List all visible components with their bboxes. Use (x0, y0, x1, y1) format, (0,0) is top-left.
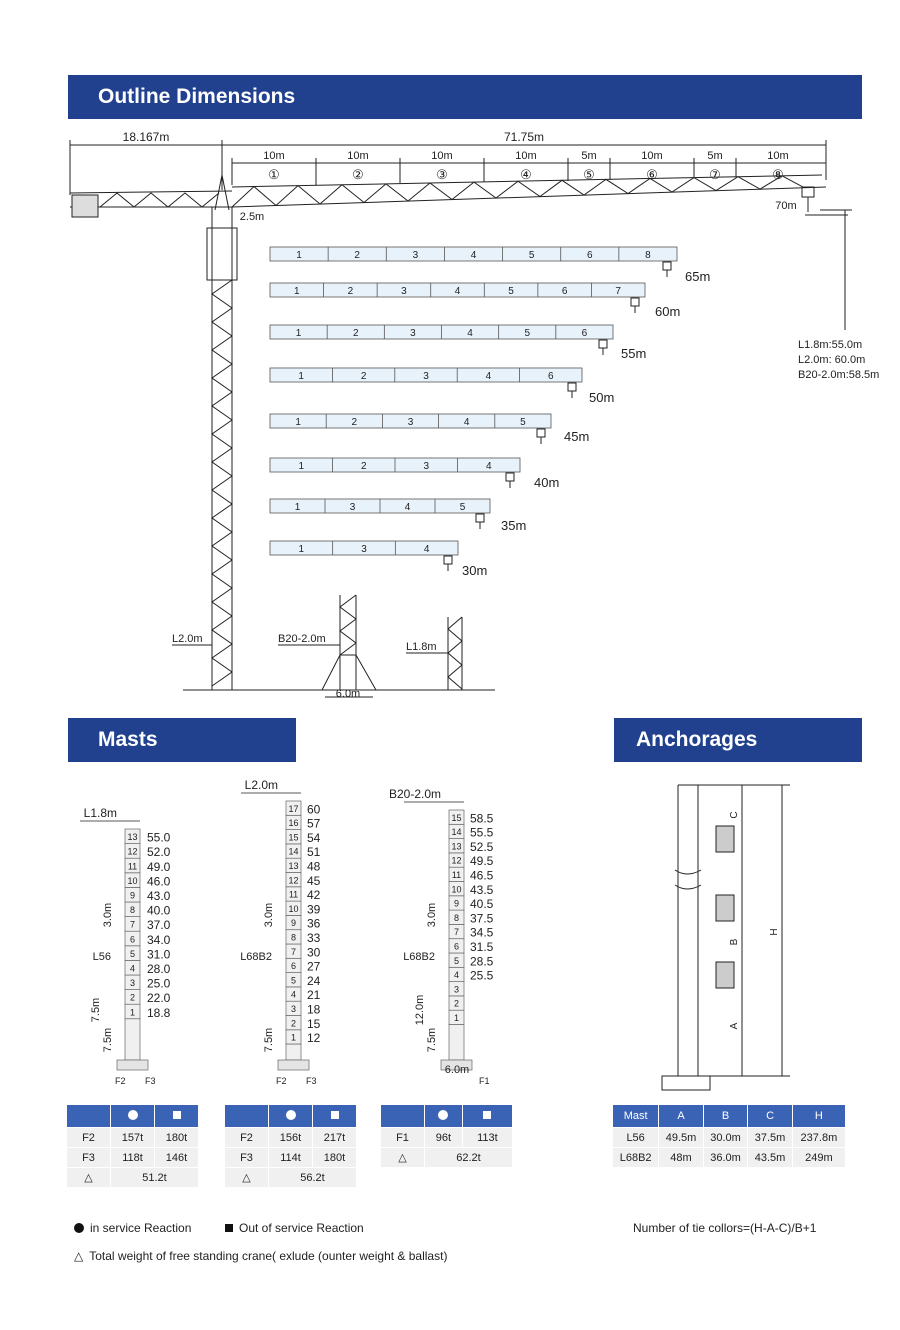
mast-height-value: 40.5 (470, 897, 494, 912)
jib-config-40m (270, 458, 559, 490)
mast-height-value: 12 (307, 1031, 321, 1046)
mast-mid-label: L68B2 (403, 951, 435, 963)
mast-section-number: 4 (453, 970, 460, 981)
jib-section-number: 4 (470, 250, 477, 261)
jib-section-number: 6 (548, 371, 554, 382)
jib-segment-mark: ⑤ (583, 167, 595, 182)
jib-section-number: 4 (485, 461, 492, 472)
mast-height-value: 33 (307, 931, 321, 945)
cell: 249m (792, 1148, 845, 1168)
mast-section-number: 5 (453, 955, 460, 966)
jib-section-number: 5 (520, 417, 526, 428)
height-label-3: B20-2.0m:58.5m (798, 369, 880, 381)
mast-section-number: 15 (288, 832, 299, 843)
in-service-value: 118t (111, 1148, 155, 1168)
jib-section-number: 3 (361, 544, 367, 555)
jib-length-label: 45m (564, 429, 590, 444)
tie-formula (633, 1221, 816, 1235)
jib-section-number: 4 (423, 544, 430, 555)
jib-section-number: 4 (463, 417, 470, 428)
mast-section-number: 9 (290, 918, 297, 929)
jib-section-number: 4 (404, 502, 411, 513)
jib-config-35m (270, 499, 526, 533)
mast-height-value: 15 (307, 1016, 321, 1031)
jib-section-number: 1 (298, 371, 304, 382)
jib-segment-length: 10m (767, 150, 789, 162)
jib-total-length: 71.75m (503, 130, 545, 144)
mast-section-number: 4 (129, 963, 136, 974)
in-service-dot-icon (74, 1223, 84, 1233)
total-weight-value: 51.2t (111, 1168, 199, 1188)
anchor-label-a: A (729, 1022, 740, 1030)
mast-height-value: 58.5 (470, 811, 494, 826)
jib-segment-length: 10m (431, 150, 453, 162)
legend-total-weight (74, 1249, 447, 1263)
weight-icon: △ (67, 1168, 111, 1188)
mast-section-number: 15 (451, 812, 462, 823)
out-service-value: 146t (155, 1148, 199, 1168)
jib-section-number: 2 (360, 371, 367, 382)
jib-section-number: 1 (294, 502, 301, 513)
mast-section-dim: 3.0m (263, 902, 275, 928)
col-a: A (659, 1105, 704, 1128)
mast-mid-label: L68B2 (240, 951, 272, 963)
mast-height-value: 18.8 (147, 1005, 171, 1020)
jib-segment-length: 10m (515, 150, 537, 162)
mast-height-value: 43.5 (470, 882, 494, 897)
mast-base-width: 6.0m (444, 1064, 470, 1076)
mast-section-number: 7 (290, 946, 297, 957)
anchor-label-c: C (729, 811, 740, 819)
anchor-label-b: B (729, 938, 740, 946)
jib-config-45m (270, 414, 589, 444)
jib-section-number: 2 (351, 417, 358, 428)
mast-section-number: 8 (129, 905, 136, 916)
jib-config-60m (270, 283, 680, 319)
mast-section-number: 6 (290, 961, 297, 972)
jib-section-number: 1 (294, 286, 300, 297)
mast-height-value: 49.0 (147, 859, 171, 874)
jib-section-number: 1 (296, 250, 302, 261)
jib-section-number: 5 (528, 250, 535, 261)
jib-section-number: 3 (401, 286, 407, 297)
mast-height-value: 31.5 (470, 940, 494, 954)
reaction-table-3 (380, 1104, 513, 1168)
mast-height-value: 52.5 (470, 839, 494, 854)
mast-height-value: 21 (307, 988, 321, 1003)
cell: 36.0m (703, 1148, 748, 1168)
mast-height-value: 39 (307, 902, 321, 917)
mast-height-value: 49.5 (470, 854, 494, 869)
outline-title: Outline Dimensions (98, 85, 296, 108)
mast-height-value: 18 (307, 1002, 321, 1017)
jib-segment-length: 5m (707, 150, 723, 162)
mast-section-number: 8 (453, 912, 460, 923)
out-service-value: 180t (155, 1128, 199, 1148)
mast-section-number: 5 (290, 975, 297, 986)
jib-section-number: 5 (508, 286, 514, 297)
small-dim-label: 2.5m (239, 211, 265, 223)
jib-segment-mark: ③ (436, 167, 448, 182)
row-label: F3 (225, 1148, 269, 1168)
jib-section-number: 1 (298, 544, 305, 555)
mast-height-value: 28.5 (470, 954, 494, 969)
mast-height-value: 46.0 (147, 874, 171, 889)
out-service-square-icon (225, 1224, 233, 1232)
mast-force-label: F1 (479, 1076, 490, 1086)
jib-section-number: 3 (423, 371, 429, 382)
in-service-value: 156t (269, 1128, 313, 1148)
mast-section-number: 6 (453, 941, 460, 952)
jib-length-label: 40m (534, 475, 560, 490)
mast-3 (389, 787, 494, 1086)
mast-section-number: 12 (451, 855, 462, 866)
jib-section-number: 6 (561, 286, 568, 297)
mast-bottom-dim: 12.0m (414, 994, 426, 1026)
reaction-table-2 (224, 1104, 357, 1188)
mast-height-value: 52.0 (147, 845, 171, 860)
jib-segment-mark: ⑧ (772, 167, 784, 182)
anchor-label-h: H (769, 928, 780, 936)
jib-section-number: 1 (295, 328, 302, 339)
jib-config-50m (270, 368, 614, 405)
weight-icon: △ (74, 1249, 84, 1263)
row-label: F1 (381, 1128, 425, 1148)
jib-section-number: 2 (360, 461, 367, 472)
legend-in-service-text: in service Reaction (90, 1221, 192, 1235)
mast-height-value: 34.5 (470, 925, 494, 940)
mast-section-number: 11 (288, 889, 299, 900)
total-weight-value: 62.2t (425, 1148, 513, 1168)
mast-top-label: B20-2.0m (388, 787, 441, 801)
mast-top-label: L2.0m (244, 778, 278, 792)
jib-segment-mark: ① (268, 167, 280, 182)
base-label-b20: B20-2.0m (278, 633, 326, 645)
cell: 37.5m (748, 1128, 793, 1148)
jib-section-number: 6 (581, 328, 588, 339)
total-weight-value: 56.2t (269, 1168, 357, 1188)
jib-segment-mark: ② (352, 167, 364, 182)
mast-section-number: 3 (129, 978, 136, 989)
jib-section-number: 6 (587, 250, 593, 261)
legend-total-weight-text: Total weight of free standing crane( exlude (ounter weight & ballast) (89, 1249, 448, 1263)
anchorage-table (612, 1104, 846, 1168)
mast-section-number: 13 (288, 861, 299, 871)
jib-section-number: 5 (524, 328, 531, 339)
mast-height-value: 34.0 (147, 932, 171, 947)
height-label-2: L2.0m: 60.0m (798, 354, 866, 366)
mast-height-value: 37.5 (470, 911, 494, 926)
jib-section-number: 1 (295, 417, 301, 428)
mast-bottom-dim: 7.5m (90, 997, 102, 1023)
mast-height-value: 31.0 (147, 947, 171, 962)
mast-section-number: 3 (290, 1004, 297, 1014)
jib-section-number: 1 (298, 461, 305, 472)
jib-section-number: 3 (412, 250, 419, 261)
mast-section-number: 11 (451, 870, 462, 880)
mast-height-value: 57 (307, 816, 321, 831)
cell: L68B2 (613, 1148, 659, 1168)
col-b: B (703, 1105, 748, 1128)
jib-section-number: 2 (354, 250, 360, 261)
row-label: F2 (225, 1128, 269, 1148)
mast-section-number: 12 (288, 875, 299, 886)
mast-section-number: 2 (290, 1018, 297, 1029)
jib-length-label: 30m (462, 563, 488, 578)
mast-section-number: 3 (453, 984, 460, 995)
jib-segment-length: 10m (641, 150, 663, 162)
tie-formula-text: Number of tie collors=(H-A-C)/B+1 (633, 1221, 817, 1235)
cell: L56 (613, 1128, 659, 1148)
mast-height-value: 60 (307, 802, 321, 817)
anchorages-title: Anchorages (636, 728, 758, 751)
mast-section-number: 10 (127, 875, 138, 886)
col-h: H (792, 1105, 845, 1128)
mast-section-number: 13 (451, 841, 462, 852)
mast-section-number: 2 (453, 998, 460, 1009)
jib-config-55m (270, 325, 646, 361)
jib-segment-length: 10m (263, 150, 285, 162)
mast-bottom-dim: 7.5m (263, 1027, 275, 1053)
mast-section-number: 14 (451, 827, 462, 838)
row-label: F3 (67, 1148, 111, 1168)
col-mast: Mast (613, 1105, 659, 1128)
mast-1 (80, 806, 171, 1086)
anchorage-diagram (662, 785, 790, 1090)
jib-section-number: 8 (645, 250, 651, 261)
mast-height-value: 42 (307, 888, 321, 903)
mast-height-value: 24 (307, 973, 321, 988)
mast-section-number: 14 (288, 846, 299, 857)
jib-section-number: 5 (459, 502, 466, 513)
mast-section-number: 1 (129, 1007, 136, 1018)
mast-section-number: 6 (129, 934, 136, 945)
mast-height-value: 51 (307, 845, 321, 860)
jib-section-number: 2 (347, 286, 354, 297)
mast-height-value: 28.0 (147, 962, 171, 976)
mast-section-number: 1 (290, 1032, 297, 1043)
mast-force-label: F3 (145, 1076, 156, 1086)
mast-bottom-dim: 7.5m (102, 1027, 114, 1053)
jib-segment-mark: ⑥ (646, 167, 658, 182)
mast-section-number: 9 (453, 898, 460, 909)
mast-section-number: 7 (453, 927, 460, 938)
mast-height-value: 27 (307, 959, 321, 974)
jib-length-label: 50m (589, 390, 615, 405)
jib-section-number: 7 (615, 286, 621, 297)
cell: 43.5m (748, 1148, 793, 1168)
jib-section-number: 4 (485, 371, 492, 382)
mast-section-number: 2 (129, 992, 136, 1003)
mast-height-value: 30 (307, 945, 321, 960)
in-service-value: 114t (269, 1148, 313, 1168)
mast-force-label: F3 (306, 1076, 317, 1086)
jib-segment-length: 10m (347, 150, 369, 162)
jib-length-label: 35m (501, 518, 527, 533)
cell: 30.0m (703, 1128, 748, 1148)
in-service-value: 157t (111, 1128, 155, 1148)
jib-section-number: 2 (352, 328, 359, 339)
jib-section-number: 3 (410, 328, 416, 339)
mast-height-value: 36 (307, 916, 321, 931)
jib-config-30m (270, 541, 487, 578)
jib-segment-length: 5m (581, 150, 597, 162)
jib-section-number: 3 (349, 502, 356, 513)
mast-height-value: 25.0 (147, 976, 171, 991)
mast-bottom-dim: 7.5m (426, 1027, 438, 1053)
in-service-value: 96t (425, 1128, 463, 1148)
jib-section-number: 4 (467, 328, 473, 339)
max-radius-label: 70m (775, 200, 797, 212)
mast-height-value: 46.5 (470, 868, 494, 883)
mast-section-number: 12 (127, 846, 138, 857)
mast-section-number: 13 (127, 832, 138, 843)
out-service-value: 180t (313, 1148, 357, 1168)
col-c: C (748, 1105, 793, 1128)
mast-height-value: 37.0 (147, 918, 171, 933)
mast-height-value: 48 (307, 859, 321, 874)
legend-out-service-text: Out of service Reaction (239, 1221, 364, 1235)
reaction-table-1 (66, 1104, 199, 1188)
legend-in-service (74, 1221, 191, 1235)
mast-section-dim: 3.0m (426, 902, 438, 928)
base-label-l20: L2.0m (172, 633, 203, 645)
out-service-value: 113t (462, 1128, 512, 1148)
cell: 49.5m (659, 1128, 704, 1148)
mast-force-label: F2 (276, 1076, 287, 1086)
jib-section-number: 4 (454, 286, 461, 297)
mast-force-label: F2 (115, 1076, 126, 1086)
jib-length-label: 55m (621, 346, 647, 361)
legend-out-service (225, 1221, 364, 1235)
row-label: F2 (67, 1128, 111, 1148)
jib-segment-mark: ⑦ (709, 167, 721, 182)
mast-section-number: 10 (451, 884, 462, 895)
jib-length-label: 65m (685, 269, 711, 284)
mast-height-value: 55.5 (470, 825, 494, 840)
mast-section-number: 9 (129, 890, 136, 901)
weight-icon: △ (381, 1148, 425, 1168)
mast-section-number: 17 (288, 803, 299, 814)
mast-height-value: 43.0 (147, 889, 171, 903)
jib-segment-mark: ④ (520, 167, 532, 182)
weight-icon: △ (225, 1168, 269, 1188)
mast-mid-label: L56 (92, 951, 111, 963)
mast-height-value: 45 (307, 873, 321, 888)
mast-section-dim: 3.0m (102, 902, 114, 928)
mast-section-number: 4 (290, 989, 297, 1000)
base-label-l18: L1.8m (406, 641, 437, 653)
cell: 48m (659, 1148, 704, 1168)
mast-section-number: 1 (453, 1013, 460, 1023)
mast-height-value: 22.0 (147, 991, 171, 1006)
mast-height-value: 40.0 (147, 903, 171, 918)
jib-section-number: 3 (407, 417, 414, 428)
mast-height-value: 54 (307, 830, 321, 845)
mast-section-number: 10 (288, 903, 299, 914)
mast-section-number: 7 (129, 919, 136, 930)
mast-height-value: 25.5 (470, 968, 494, 983)
counter-jib-length: 18.167m (122, 130, 170, 144)
mast-section-number: 8 (290, 932, 297, 943)
jib-length-label: 60m (655, 304, 681, 319)
masts-title: Masts (98, 728, 158, 751)
mast-top-label: L1.8m (83, 806, 117, 820)
base-width-label: 6.0m (335, 688, 361, 700)
height-label-1: L1.8m:55.0m (798, 339, 863, 351)
mast-section-number: 11 (127, 861, 138, 872)
out-service-value: 217t (313, 1128, 357, 1148)
mast-height-value: 55.0 (147, 830, 171, 845)
jib-section-number: 3 (423, 461, 430, 472)
mast-section-number: 5 (129, 948, 136, 959)
cell: 237.8m (792, 1128, 845, 1148)
jib-config-65m (270, 247, 710, 284)
mast-section-number: 16 (288, 818, 299, 829)
mast-2 (240, 778, 320, 1086)
